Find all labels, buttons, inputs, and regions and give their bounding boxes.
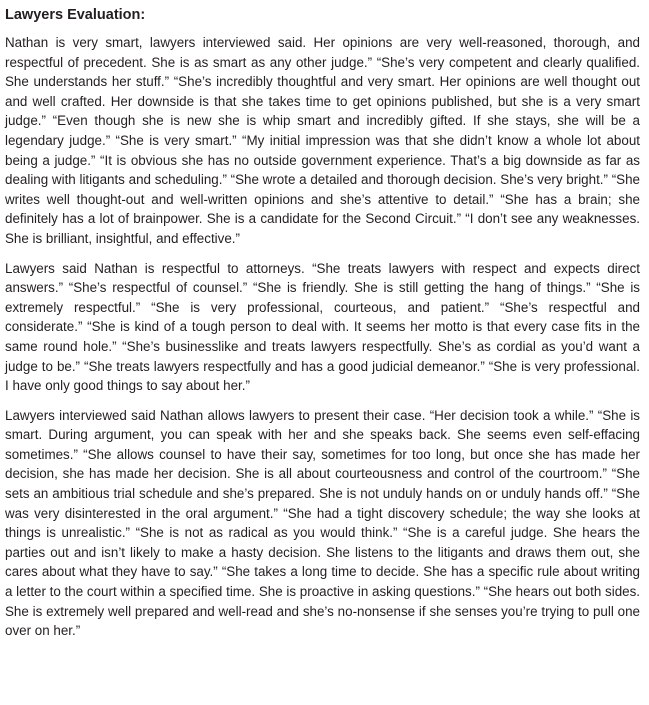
section-heading: Lawyers Evaluation:: [5, 7, 146, 23]
paragraph-intelligence: Nathan is very smart, lawyers interviewed said. Her opinions are very well-reasoned, thorough, and respectful of precedent. She is as smart as any other judge.” “She’s very competent and clearly qualified. She understands her stuff.” “She’s incredibly thoughtful and very smart. Her opinions are well thought out and well crafted. Her downside is that she takes time to get opinions published, but she is a very smart judge.” “Even though she is new she is whip smart and incredibly gifted. If she stays, she will be a legendary judge.” “She is very smart.” “My initial impression was that she didn’t know a whole lot about being a judge.” “It is obvious she has no outside government experience. That’s a big downside as far as dealing with litigants and scheduling.” “She wrote a detailed and thorough decision. She’s very bright.” “She writes well thought-out and well-written opinions and she’s attentive to detail.” “She has a brain; she definitely has a lot of brainpower. She is a candidate for the Second Circuit.” “I don’t see any weaknesses. She is brilliant, insightful, and effective.”: [5, 35, 640, 246]
paragraph-respect: Lawyers said Nathan is respectful to attorneys. “She treats lawyers with respect and expects direct answers.” “She’s respectful of counsel.” “She is friendly. She is still getting the hang of things.” “She is extremely respectful.” “She is very professional, courteous, and patient.” “She’s respectful and considerate.” “She is kind of a tough person to deal with. It seems her motto is that every case fits in the same round hole.” “She’s businesslike and treats lawyers respectfully. She’s as cordial as you’d want a judge to be.” “She treats lawyers respectfully and has a good judicial demeanor.” “She is very professional. I have only good things to say about her.”: [5, 260, 640, 394]
paragraph-courtroom: Lawyers interviewed said Nathan allows lawyers to present their case. “Her decision took a while.” “She is smart. During argument, you can speak with her and she speaks back. She seems even self-effacing sometimes.” “She allows counsel to have their say, sometimes for too long, but once she has made her decision, she has made her decision. She is all about courteousness and control of the courtroom.” “She sets an ambitious trial schedule and she’s prepared. She is not unduly hands on or unduly hands off.” “She was very disinterested in the oral argument.” “She had a tight discovery schedule; the way she looks at things is unrealistic.” “She is not as radical as you would think.” “She is a careful judge. She hears the parties out and isn’t likely to make a hasty decision. She listens to the litigants and draws them out, she cares about what they have to say.” “She takes a long time to decide. She has a specific rule about writing a letter to the court within a specified time. She is proactive in asking questions.” “She hears out both sides. She is extremely well prepared and well-read and she’s no-nonsense if she senses you’re trying to pull one over on her.”: [5, 407, 640, 639]
